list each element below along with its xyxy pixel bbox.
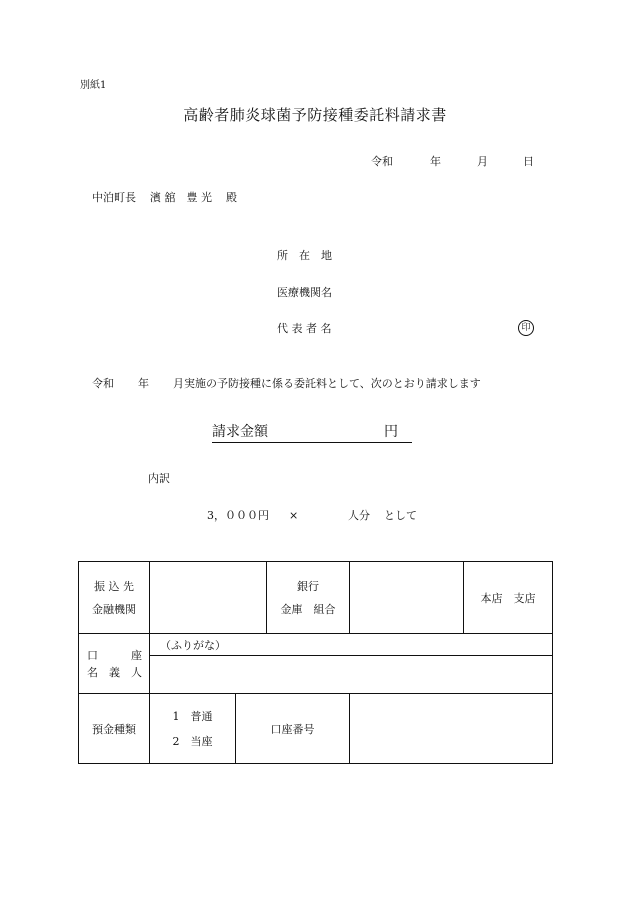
furigana-label: （ふりがな）: [160, 638, 226, 652]
addressee-honorific: 殿: [226, 191, 237, 204]
date-month-unit: 月: [477, 155, 488, 168]
account-number-label: 口座番号: [236, 694, 350, 764]
furigana-field[interactable]: [150, 634, 553, 656]
amount-label: 請求金額: [212, 424, 268, 440]
amount-unit: 円: [384, 424, 398, 440]
account-holder-label: [79, 634, 150, 694]
request-statement: [92, 378, 481, 389]
kumiai-label: 組合: [313, 602, 336, 616]
deposit-type-label: 預金種類: [79, 694, 150, 764]
date-year-unit: 年: [430, 155, 441, 168]
institution-label: 医療機関名: [277, 286, 332, 299]
seal-mark: 印: [518, 320, 534, 336]
representative-label: 代 表 者 名: [277, 322, 332, 335]
persons-label: 人分: [348, 509, 370, 522]
bank-type-label: [267, 562, 350, 634]
account-holder-line1: 口 座: [87, 648, 142, 662]
request-text: 月実施の予防接種に係る委託料として、次のとおり請求します: [173, 377, 481, 390]
times-sign: ×: [289, 509, 299, 522]
as-label: として: [384, 509, 417, 522]
account-holder-line2: 名 義 人: [87, 665, 142, 679]
date-era: 令和: [371, 155, 393, 168]
account-number-field[interactable]: [350, 694, 553, 764]
amount-underline: [212, 442, 412, 443]
deposit-option-ordinary[interactable]: 1 普通: [172, 709, 213, 723]
request-amount: [212, 425, 398, 439]
transfer-institution-label: [79, 562, 150, 634]
bank-name-field[interactable]: [150, 562, 267, 634]
branch-name-field[interactable]: [350, 562, 464, 634]
address-label: 所 在 地: [277, 249, 332, 262]
breakdown-label: 内訳: [148, 472, 170, 485]
branch-label: 本店 支店: [464, 562, 553, 634]
request-era: 令和: [92, 377, 114, 390]
date-day-unit: 日: [523, 155, 534, 168]
addressee: [92, 192, 237, 203]
deposit-type-options[interactable]: [150, 694, 236, 764]
transfer-label-line2: 金融機関: [92, 602, 136, 616]
unit-price: 3，０００円: [207, 509, 269, 522]
addressee-name: 濱 舘 豊 光: [150, 191, 212, 204]
account-holder-name-field[interactable]: [150, 656, 553, 694]
request-year-unit: 年: [138, 377, 149, 390]
document-title: 高齢者肺炎球菌予防接種委託料請求書: [183, 106, 447, 124]
addressee-title: 中泊町長: [92, 191, 136, 204]
bank-label: 銀行: [297, 579, 319, 593]
kinko-label: 金庫: [280, 602, 303, 616]
deposit-option-current[interactable]: 2 当座: [172, 734, 213, 748]
bank-account-table: [78, 561, 553, 764]
transfer-label-line1: 振 込 先: [94, 579, 134, 593]
appendix-label: 別紙1: [80, 80, 107, 91]
